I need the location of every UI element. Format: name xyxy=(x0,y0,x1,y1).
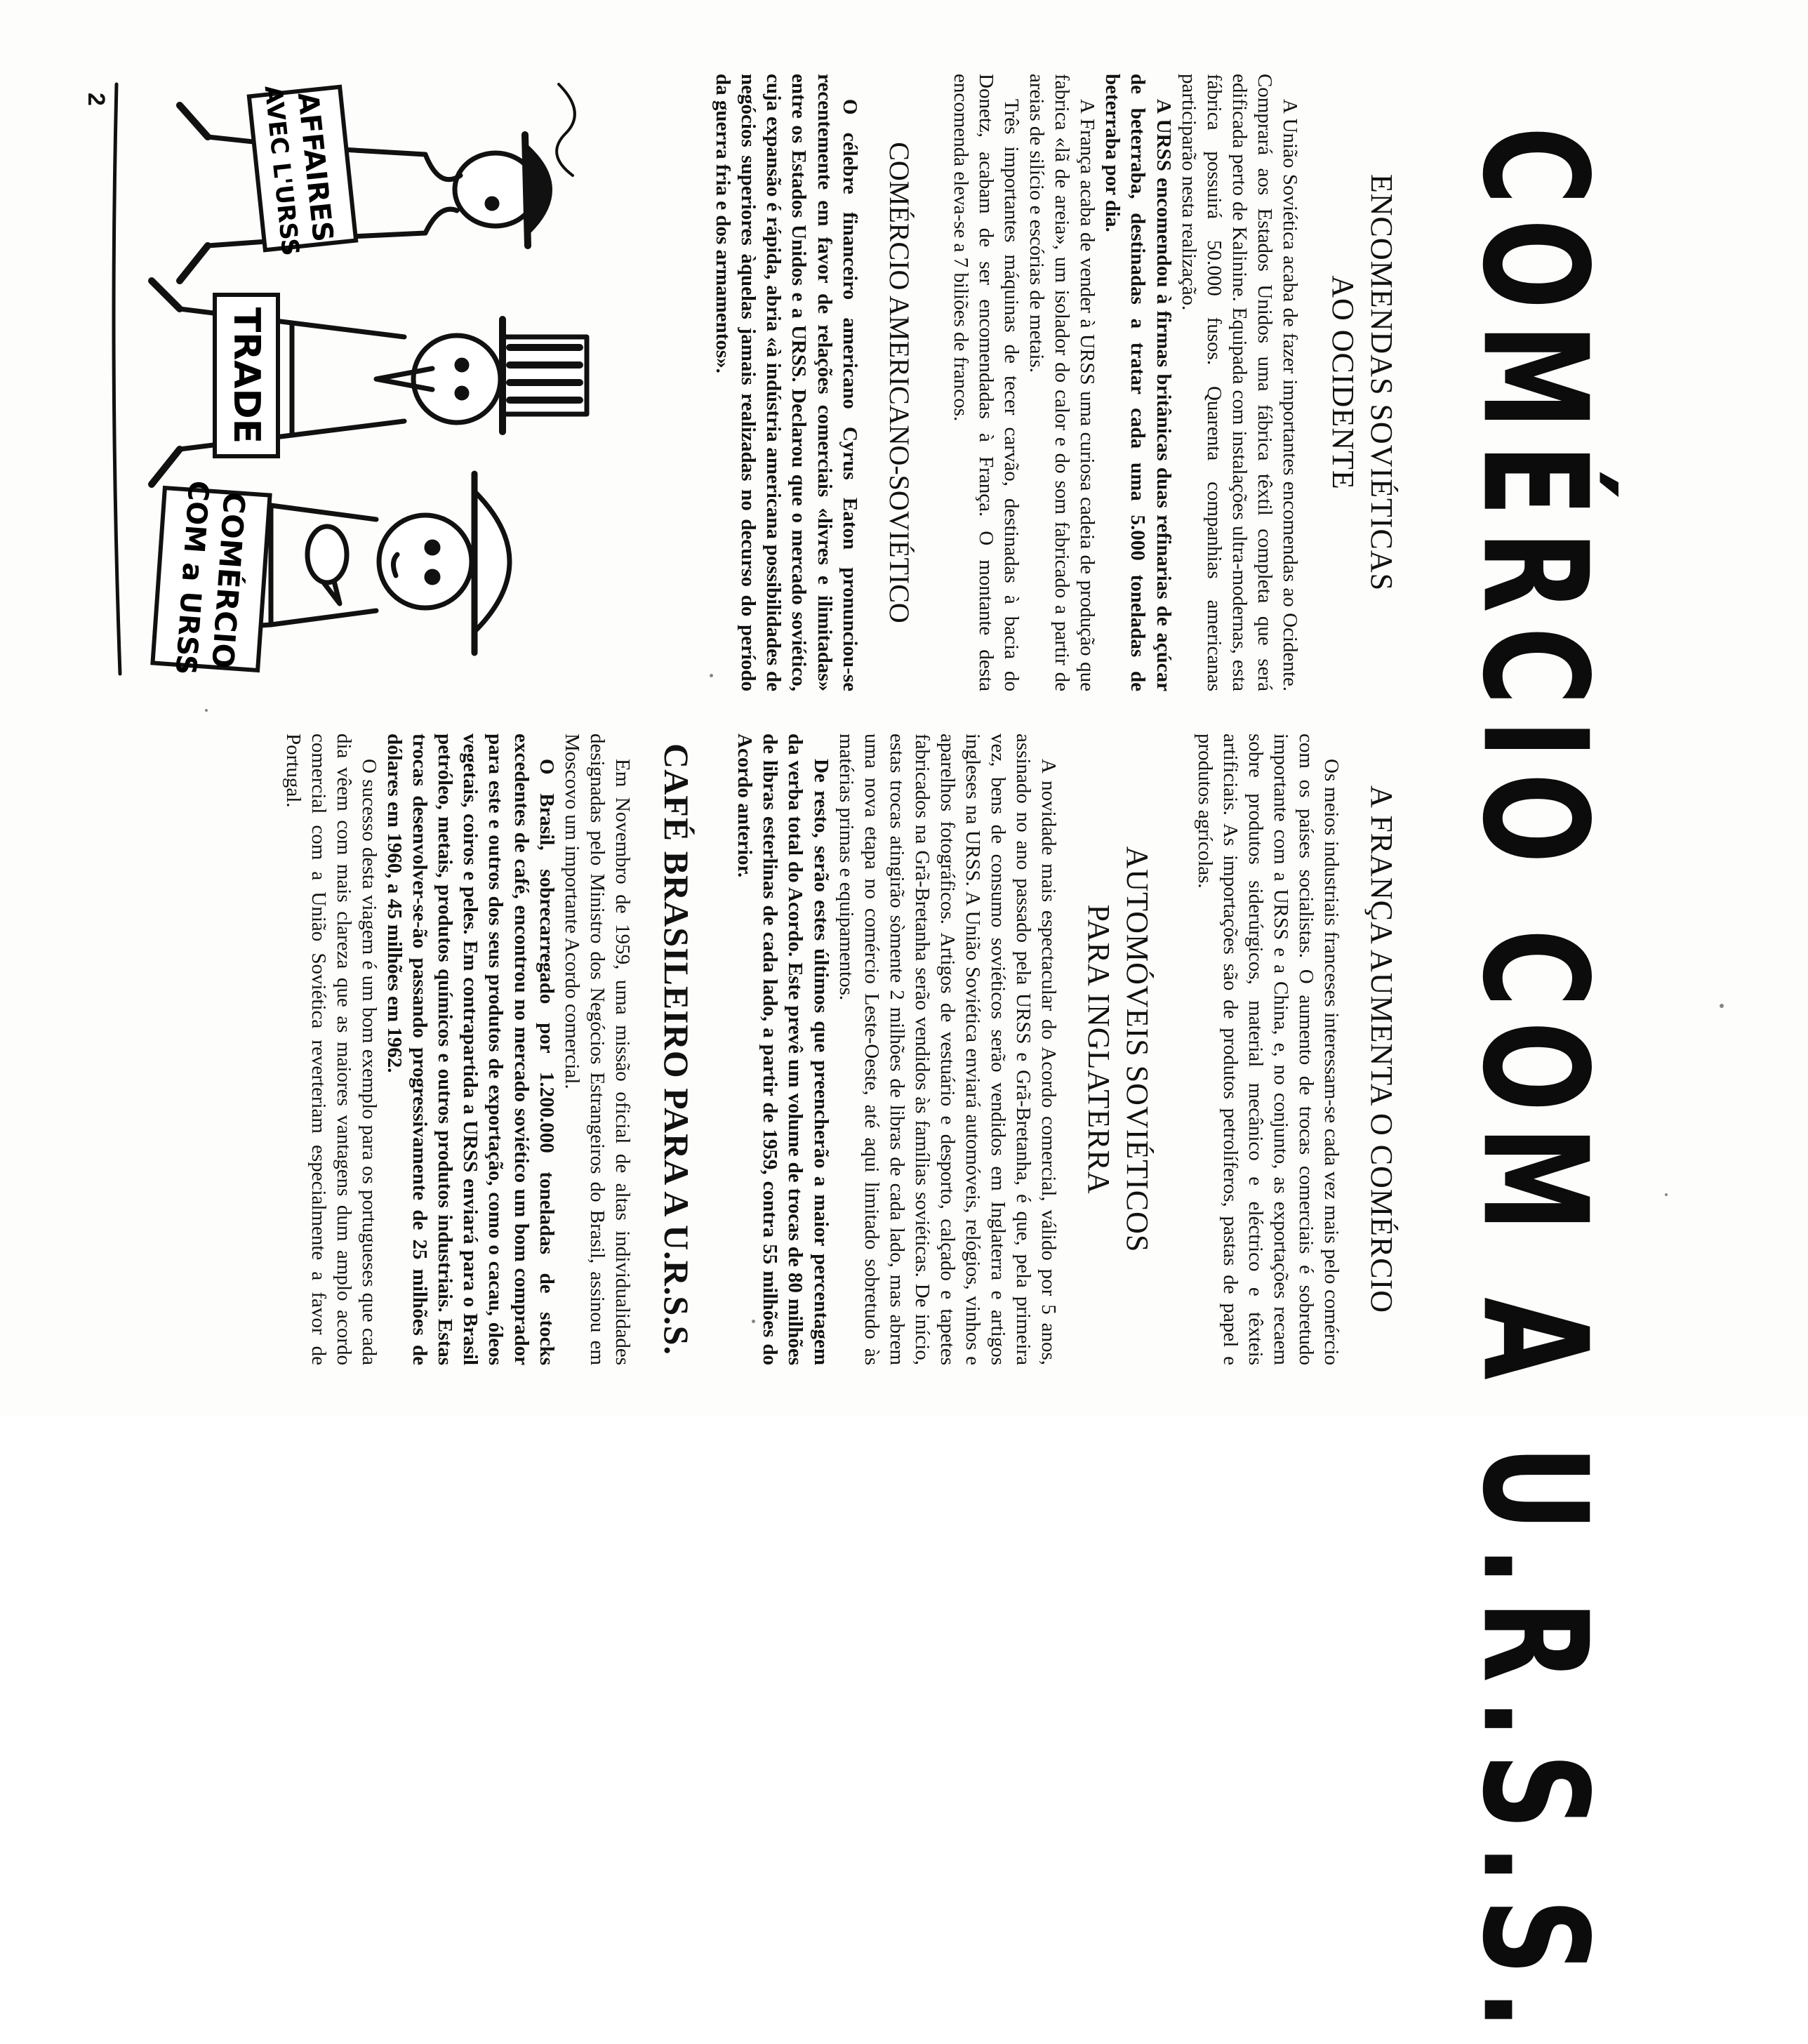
right-column xyxy=(281,734,1401,1365)
cartoon-sign-right-line2: COM a URSS xyxy=(168,479,215,676)
scan-speck xyxy=(205,709,208,712)
cartoon-illustration xyxy=(67,70,601,688)
scan-speck xyxy=(1720,1004,1724,1008)
section-subtitle: AO OCIDENTE xyxy=(1326,275,1360,490)
article-paragraph: A União Soviética acaba de fazer importantes encomendas ao Ocidente. Comprará aos Estados Unidos uma fábrica têxtil completa que será edificada perto de Kalinine. Equipada com instalações ultra-modernas, esta fábrica possuirá 50.000 fusos. Quarenta companhias americanas participarão nesta realização. xyxy=(1177,74,1301,691)
scan-speck xyxy=(1665,1193,1668,1196)
section-subtitle: PARA INGLATERRA xyxy=(1082,904,1117,1195)
article-paragraph: A novidade mais espectacular do Acordo comercial, válido por 5 anos, assinado no ano passado pela URSS e Grã-Bretanha, é que, pela primeira vez, bens de consumo soviéticos serão vendidos em Inglaterra e artigos ingleses na URSS. A União Soviética enviará automóveis, relógios, vinhos e aparelhos fotográficos. Artigos de vestuário e desporto, calçado e tapetes fabricados na Grã-Bretanha serão vendidos às famílias soviéticas. De início, estas trocas atingirão sòmente 2 milhões de libras de cada lado, mas abrem uma nova etapa no comércio Leste-Oeste, até aqui limitado sobretudo às matérias primas e equipamentos. xyxy=(835,734,1061,1365)
section-title: CAFÉ BRASILEIRO PARA A U.R.S.S. xyxy=(657,743,697,1355)
article-paragraph: Os meios industriais franceses interessam-se cada vez mais pelo comércio com os países socialistas. O aumento de trocas comerciais é sobretudo importante com a URSS e a China, e, no conjunto, as exportações recaem sobre produtos siderúrgicos, material mecânico e eléctrico e têxteis artificiais. As importações são de produtos petrolíferos, pastas de papel e produtos agrícolas. xyxy=(1193,734,1343,1365)
section-title: AUTOMÓVEIS SOVIÉTICOS xyxy=(1120,846,1155,1253)
article-paragraph: O célebre financeiro americano Cyrus Eaton pronunciou-se recentemente em favor de relações comerciais «livres e ilimitadas» entre os Estados Unidos e a URSS. Declarou que o mercado soviético, cuja expansão é rápida, abria «à indústria americana possibilidades de negócios superiores àquelas jamais realizadas no decurso do período da guerra fria e dos armamentos». xyxy=(712,74,861,691)
article-paragraph: De resto, serão estes últimos que preencherão a maior percentagem da verba total do Acordo. Este prevê um volume de trocas de 80 milhões de libras esterlinas de cada lado, a partir de 1959, contra 55 milhões do Acordo anterior. xyxy=(733,734,832,1365)
left-column xyxy=(710,74,1401,691)
article-paragraph: Três importantes máquinas de tecer carvão, destinadas à bacia do Donetz, acabam de ser encomendadas à França. O montante desta encomenda eleva-se a 7 biliões de francos. xyxy=(949,74,1023,691)
section-title: ENCOMENDAS SOVIÉTICAS xyxy=(1364,173,1399,592)
page-headline: COMÉRCIO COM A U.R.S.S. xyxy=(1451,126,1618,2044)
article-paragraph: O sucesso desta viagem é um bom exemplo para os portugueses que cada dia vêem com mais clareza que as maiores vantagens dum amplo acordo comercial com a União Soviética reverteriam especialmente a favor de Portugal. xyxy=(281,734,381,1365)
cartoon-sign-left-line2: AVEC L'URSS xyxy=(258,84,305,258)
section-title: A FRANÇA AUMENTA O COMÉRCIO xyxy=(1364,785,1399,1314)
section-title: COMÉRCIO AMERICANO-SOVIÉTICO xyxy=(883,142,915,623)
article-paragraph: A França acaba de vender à URSS uma curiosa cadeia de produção que fabrica «lã de areia», um isolador do calor e do som fabricado a partir de areias de silício e escórias de metais. xyxy=(1025,74,1099,691)
article-paragraph: O Brasil, sobrecarregado por 1.200.000 toneladas de stocks excedentes de café, encontrou no mercado soviético um bom comprador para este e outros dos seus produtos de exportação, como o cacau, óleos vegetais, coiros e peles. Em contrapartida a URSS enviará para o Brasil petróleo, metais, produtos químicos e outros produtos industriais. Estas trocas desenvolver-se-ão passando progressivamente de 25 milhões de dólares em 1960, a 45 milhões em 1962. xyxy=(383,734,558,1365)
article-paragraph: Em Novembro de 1959, uma missão oficial de altas individualidades designadas pelo Ministro dos Negócios Estrangeiros do Brasil, assinou em Moscovo um importante Acordo comercial. xyxy=(560,734,634,1365)
article-paragraph: A URSS encomendou à firmas britânicas duas refinarias de açúcar de beterraba, destinadas a tratar cada uma 5.000 toneladas de beterraba por dia. xyxy=(1101,74,1175,691)
cartoon-sign-right-line1: COMÉRCIO xyxy=(205,491,252,670)
page-number: 2 xyxy=(83,93,109,106)
cartoon-sign-middle: TRADE xyxy=(225,307,267,444)
cartoon-sign-left-line1: AFFAIRES xyxy=(291,91,339,244)
